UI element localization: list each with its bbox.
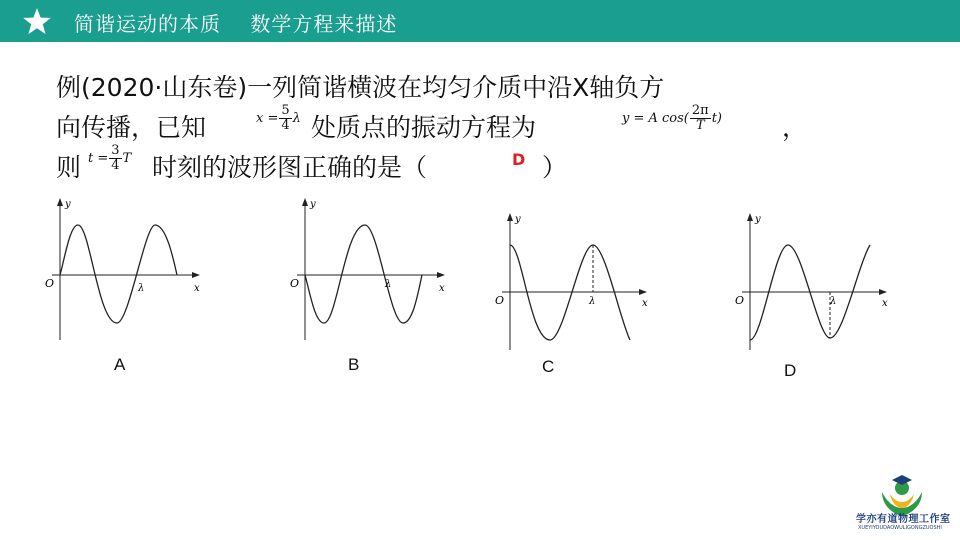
equation-vibration: y = A cos( $\frac{2\pi}{T}$ t) [622,103,722,133]
y-axis-label: y [65,199,71,210]
question-line-2-start: 向传播，已知 [56,113,207,142]
origin-label: O [735,294,745,307]
option-label-c: C [542,357,555,376]
option-label-d: D [784,361,797,380]
x-axis-label: x [439,283,445,294]
equation-x-position: x = $\frac{5}{4}$ λ [256,103,301,133]
question-line-2-end: ， [782,113,808,142]
logo-title: 学亦有道物理工作室 [856,514,951,525]
slide-title: 简谐运动的本质 数学方程来描述 [74,12,398,36]
lambda-label: λ [589,296,596,307]
x-axis-label: x [882,298,888,309]
wave-curve-b [305,225,422,323]
question-line-3-start: 则 [56,153,82,182]
y-axis-label: y [755,214,761,225]
origin-label: O [45,277,55,290]
option-label-a: A [114,355,126,374]
answer-text: D [512,150,526,169]
wave-graph-c [490,210,660,360]
wave-graph-d [730,210,900,360]
lambda-label: λ [830,296,837,307]
star-icon [22,7,52,37]
wave-curve-d [750,245,870,340]
wave-graph-b [285,195,455,345]
wave-graph-a [40,195,210,345]
question-line-1: 例(2020·山东卷)一列简谐横波在均匀介质中沿X轴负方 [56,73,665,102]
equation-time: t = $\frac{3}{4}$ T [88,143,132,173]
y-axis-label: y [310,199,316,210]
lambda-label: λ [385,279,392,290]
question-line-2-middle: 处质点的振动方程为 [311,113,537,142]
option-label-b: B [348,355,360,374]
question-line-3-end: ） [542,153,568,182]
x-axis-label: x [642,298,648,309]
question-line-3-middle: 时刻的波形图正确的是（ [152,153,428,182]
header-bar [0,0,960,42]
logo-subtitle: XUEYIYOUDAOWULIGONGZUOSHI [858,525,942,531]
origin-label: O [290,277,300,290]
y-axis-label: y [515,214,521,225]
lambda-label: λ [138,283,145,294]
wave-curve-a [60,225,177,323]
origin-label: O [495,294,505,307]
x-axis-label: x [194,283,200,294]
